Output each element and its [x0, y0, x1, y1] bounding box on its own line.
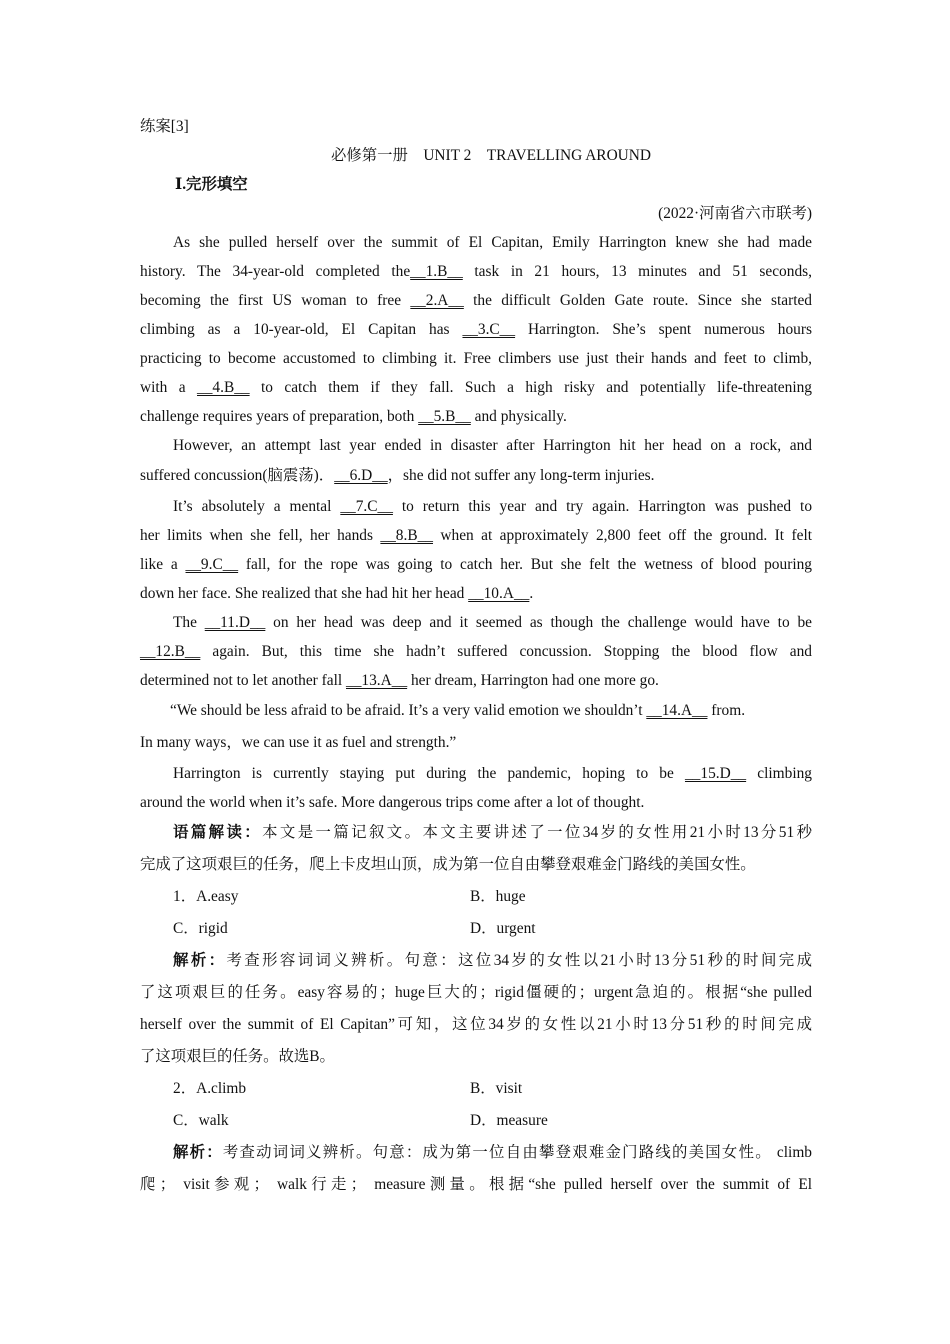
- answer-blank: __9.C__: [185, 556, 239, 573]
- option-b: B．huge: [470, 888, 526, 905]
- passage-line: history. The 34-year-old completed the__1.B__ task in 21 hours, 13 minutes and 51 seconds,: [140, 263, 812, 280]
- options-row: [140, 1105, 812, 1137]
- passage-line: In many ways，we can use it as fuel and strength.”: [140, 734, 457, 751]
- summary-line: 语篇解读：本文是一篇记叙文。本文主要讲述了一位34岁的女性用21小时13分51秒: [173, 824, 812, 841]
- explanation-label: 解析：: [173, 952, 227, 969]
- option-d: D．measure: [470, 1112, 548, 1129]
- passage-line: like a __9.C__ fall, for the rope was going to catch her. But she felt the wetness of blood pouring: [140, 556, 812, 573]
- document-page: [140, 112, 812, 1201]
- answer-blank: __7.C__: [340, 498, 393, 515]
- passage-line: __12.B__ again. But, this time she hadn’t suffered concussion. Stopping the blood flow and: [140, 643, 812, 660]
- passage-line: becoming the first US woman to free __2.A__ the difficult Golden Gate route. Since she started: [140, 292, 812, 309]
- passage-line: It’s absolutely a mental __7.C__ to return this year and try again. Harrington was pushed to: [173, 498, 813, 515]
- passage-line: suffered concussion(脑震荡)．__6.D__，she did not suffer any long-term injuries.: [140, 467, 655, 484]
- passage-line: down her face. She realized that she had hit her head __10.A__.: [140, 585, 534, 602]
- explanation-line: 爬； visit参观； walk行走； measure测量。根据“she pulled herself over the summit of El: [140, 1176, 812, 1193]
- question-2: [140, 1073, 812, 1201]
- option-a: 2．A.climb: [173, 1080, 247, 1097]
- option-b: B．visit: [470, 1080, 523, 1097]
- option-c: C．walk: [173, 1112, 229, 1129]
- answer-blank: __11.D__: [204, 614, 266, 631]
- passage-line: challenge requires years of preparation, both __5.B__ and physically.: [140, 408, 567, 425]
- passage-summary: [140, 817, 812, 881]
- passage-line: her limits when she fell, her hands __8.B__ when at approximately 2,800 feet off the ground. It felt: [140, 527, 812, 544]
- exercise-label: 练案[3]: [140, 118, 189, 135]
- passage-line: with a __4.B__ to catch them if they fall. Such a high risky and potentially life-threatening: [140, 379, 813, 396]
- summary-label: 语篇解读：: [173, 824, 263, 841]
- answer-blank: __6.D__: [334, 467, 388, 484]
- explanation-label: 解析：: [173, 1144, 223, 1161]
- passage-line: practicing to become accustomed to climbing it. Free climbers use just their hands and feet to climb,: [140, 350, 812, 367]
- section-heading: Ⅰ.完形填空: [175, 176, 248, 193]
- unit-title: 必修第一册 UNIT 2 TRAVELLING AROUND: [330, 147, 652, 164]
- answer-blank: __10.A__: [468, 585, 530, 602]
- passage-line: “We should be less afraid to be afraid. It’s a very valid emotion we shouldn’t __14.A__ from.: [170, 702, 746, 719]
- options-row: [140, 1073, 812, 1105]
- explanation-line: herself over the summit of El Capitan”可知，这位34岁的女性以21小时13分51秒的时间完成: [140, 1016, 812, 1033]
- explanation-line: 解析：考查形容词词义辨析。句意：这位34岁的女性以21小时13分51秒的时间完成: [173, 952, 812, 969]
- option-d: D．urgent: [470, 920, 536, 937]
- passage-line: However, an attempt last year ended in disaster after Harrington hit her head on a rock, and: [173, 437, 812, 454]
- question-1: [140, 881, 812, 1073]
- options-row: [140, 913, 812, 945]
- passage-line: climbing as a 10-year-old, El Capitan has __3.C__ Harrington. She’s spent numerous hours: [140, 321, 812, 338]
- answer-blank: __13.A__: [346, 672, 408, 689]
- passage: [140, 228, 812, 817]
- explanation-line: 了这项艰巨的任务。故选B。: [140, 1048, 335, 1065]
- answer-blank: __5.B__: [418, 408, 471, 425]
- passage-line: As she pulled herself over the summit of El Capitan, Emily Harrington knew she had made: [173, 234, 812, 251]
- answer-blank: __8.B__: [380, 527, 433, 544]
- passage-line: The __11.D__ on her head was deep and it seemed as though the challenge would have to be: [173, 614, 812, 631]
- answer-blank: __3.C__: [462, 321, 516, 338]
- passage-line: determined not to let another fall __13.A__ her dream, Harrington had one more go.: [140, 672, 659, 689]
- answer-blank: __4.B__: [197, 379, 250, 396]
- answer-blank: __12.B__: [140, 643, 201, 660]
- passage-line: Harrington is currently staying put during the pandemic, hoping to be __15.D__ climbing: [173, 765, 812, 782]
- answer-blank: __1.B__: [410, 263, 463, 280]
- passage-line: around the world when it’s safe. More dangerous trips come after a lot of thought.: [140, 794, 645, 811]
- answer-blank: __2.A__: [410, 292, 464, 309]
- options-row: [140, 881, 812, 913]
- explanation-line: 了这项艰巨的任务。easy容易的；huge巨大的；rigid僵硬的；urgent急迫的。根据“she pulled: [140, 984, 812, 1001]
- answer-blank: __15.D__: [684, 765, 747, 782]
- explanation-line: 解析：考查动词词义辨析。句意：成为第一位自由攀登艰难金门路线的美国女性。 climb: [173, 1144, 812, 1161]
- option-a: 1．A.easy: [173, 888, 239, 905]
- option-c: C．rigid: [173, 920, 228, 937]
- answer-blank: __14.A__: [646, 702, 708, 719]
- source-note: (2022·河南省六市联考): [658, 205, 812, 222]
- summary-line: 完成了这项艰巨的任务，爬上卡皮坦山顶，成为第一位自由攀登艰难金门路线的美国女性。: [140, 856, 756, 873]
